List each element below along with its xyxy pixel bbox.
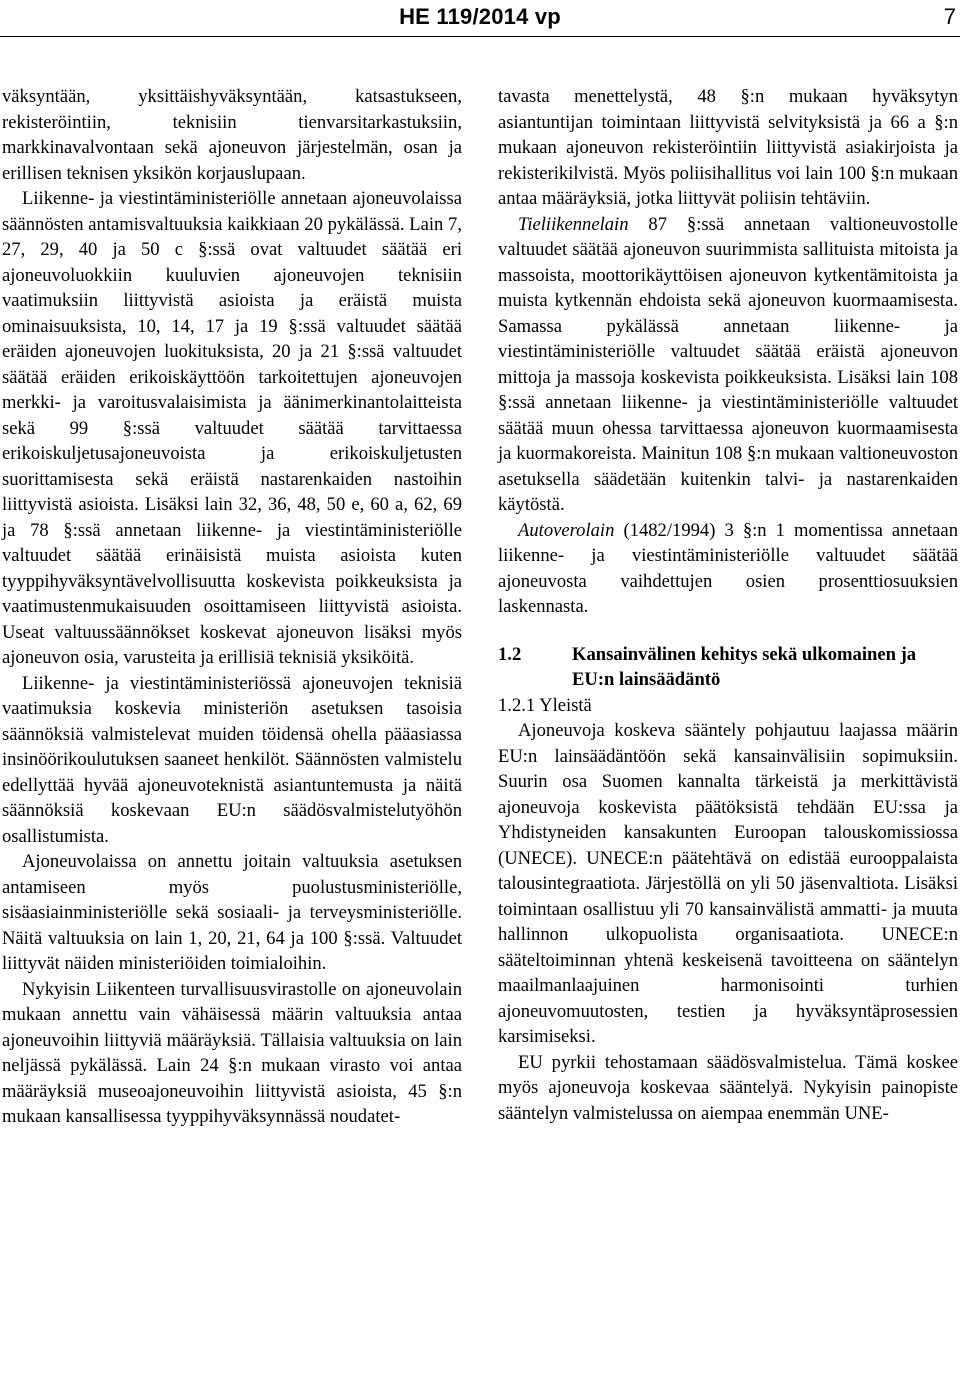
law-title: Autoverolain xyxy=(518,519,615,541)
right-column xyxy=(498,84,958,1126)
paragraph-continued: tavasta menettelystä, 48 §:n mukaan hyväksytyn asiantuntijan toimintaan liittyvistä selvityksistä ja 66 a §:n mukaan ajoneuvon rekisteröintiin liittyvistä asiakirjoista ja rekisterikilvistä. Myös poliisihallitus voi lain 100 §:n mukaan antaa määräyksiä, jotka liittyvät poliisin tehtäviin. xyxy=(498,86,958,209)
paragraph: Ajoneuvoja koskeva sääntely pohjautuu laajassa määrin EU:n lainsäädäntöön sekä kansainvälisiin sopimuksiin. Suurin osa Suomen kannalta tärkeistä ja merkittävistä ajoneuvoja koskevista päätöksistä tehdään EU:ssa ja Yhdistyneiden kansakunten Euroopan talouskomissiossa (UNECE). UNECE:n päätehtävä on edistää eurooppalaista talousintegraatiota. Järjestöllä on yli 50 jäsenvaltiota. Lisäksi toimintaan osallistuu yli 70 kansainvälistä ammatti- ja muuta hallinnon ulkopuolista organisaatiota. UNECE:n sääteltoiminnan yhtenä keskeisenä tavoitteena on sääntelyn maailmanlaajuinen harmonisointi turhien ajoneuvomuutosten, testien ja hyväksyntäprosessien karsimiseksi. xyxy=(498,720,958,1047)
paragraph xyxy=(498,212,958,518)
paragraph xyxy=(498,518,958,620)
page-number: 7 xyxy=(943,4,956,29)
paragraph: Ajoneuvolaissa on annettu joitain valtuuksia asetuksen antamiseen myös puolustusministeriölle, sisäasiainministeriölle sekä sosiaali- ja terveysministeriölle. Näitä valtuuksia on lain 1, 20, 21, 64 ja 100 §:ssä. Valtuudet liittyvät näiden ministeriöiden toimialoihin. xyxy=(2,851,462,974)
paragraph-text: (1482/1994) 3 §:n 1 momentissa annetaan liikenne- ja viestintäministeriölle valtuudet säätää ajoneuvosta vaihdettujen osien prosenttiosuuksien laskennasta. xyxy=(498,519,958,617)
page-header xyxy=(0,0,960,36)
paragraph: Liikenne- ja viestintäministeriölle annetaan ajoneuvolaissa säännösten antamisvaltuuksia kaikkiaan 20 pykälässä. Lain 7, 27, 29, 40 ja 50 c §:ssä ovat valtuudet säätää eri ajoneuvoluokkiin kuuluvien ajoneuvojen teknisiin vaatimuksiin liittyvistä asioista ja eräistä muista ominaisuuksista, 10, 14, 17 ja 19 §:ssä valtuudet säätää eräiden ajoneuvojen luokituksista, 20 ja 21 §:ssä valtuudet säätää eräiden erikoiskäyttöön tarkoitettujen ajoneuvojen merkki- ja varoitusvalaisimista ja äänimerkinantolaitteista sekä 99 §:ssä valtuudet säätää tarvittaessa erikoiskuljetusajoneuvoista ja erikoiskuljetusten suorittamisesta sekä eräistä nastarenkaiden nastoihin liittyvistä asioista. Lisäksi lain 32, 36, 48, 50 e, 60 a, 62, 69 ja 78 §:ssä annetaan liikenne- ja viestintäministeriölle valtuudet säätää erinäisistä muista asioista kuten tyyppihyväksyntävelvollisuutta koskevista poikkeuksista ja vaatimustenmukaisuuden osoittamiseen liittyvistä asioista. Useat valtuussäännökset koskevat ajoneuvon lisäksi myös ajoneuvon osia, varusteita ja erillisiä teknisiä yksiköitä. xyxy=(2,188,462,668)
law-title: Tieliikennelain xyxy=(518,213,629,235)
subsection-heading: 1.2.1 Yleistä xyxy=(498,694,592,716)
paragraph: Liikenne- ja viestintäministeriössä ajoneuvojen teknisiä vaatimuksia koskevia ministeriön asetuksen tasoisia säännöksiä valmistelevat muiden töidensä ohella pääasiassa insinöörikoulutuksen saaneet henkilöt. Säännösten valmistelu edellyttää hyvää ajoneuvoteknistä asiantuntemusta ja näitä säännöksiä koskevaan EU:n säädösvalmistelutyöhön osallistumista. xyxy=(2,672,462,847)
document-id: HE 119/2014 vp xyxy=(399,4,561,29)
paragraph-text: 87 §:ssä annetaan valtioneuvostolle valtuudet säätää ajoneuvon suurimmista sallituista mitoista ja massoista, moottorikäyttöisen ajoneuvon kytkentämitoista ja muista kytkennän ehdoista sekä ajoneuvon kuormaamisesta. Samassa pykälässä annetaan liikenne- ja viestintäministeriölle valtuudet säätää eräistä ajoneuvon mittoja ja massoja koskevista poikkeuksista. Lisäksi lain 108 §:ssä annetaan liikenne- ja viestintäministeriölle valtuudet säätää muun ohessa tarvittaessa ajoneuvon kuormaamisesta ja kuormakoreista. Mainitun 108 §:n mukaan valtioneuvoston asetuksella säädetään kuitenkin talvi- ja nastarenkaiden käytöstä. xyxy=(498,213,958,515)
left-column xyxy=(2,84,462,1130)
section-title: Kansainvälinen kehitys sekä ulkomainen ja EU:n lainsäädäntö xyxy=(572,643,917,690)
section-heading xyxy=(498,642,958,693)
paragraph-continued: väksyntään, yksittäishyväksyntään, katsastukseen, rekisteröintiin, teknisiin tienvarsitarkastuksiin, markkinavalvontaan sekä ajoneuvon järjestelmän, osan ja erillisen teknisen yksikön korjauslupaan. xyxy=(2,86,462,184)
paragraph: EU pyrkii tehostamaan säädösvalmistelua. Tämä koskee myös ajoneuvoja koskevaa sääntelyä. Nykyisin painopiste sääntelyn valmistelussa on aiempaa enemmän UNE- xyxy=(498,1051,958,1124)
section-number: 1.2 xyxy=(498,643,522,665)
paragraph: Nykyisin Liikenteen turvallisuusvirastolle on ajoneuvolain mukaan annettu vain vähäisessä määrin valtuuksia antaa ajoneuvoihin liittyviä määräyksiä. Tällaisia valtuuksia on lain neljässä pykälässä. Lain 24 §:n mukaan virasto voi antaa määräyksiä museoajoneuvoihin liittyvistä asioista, 45 §:n mukaan kansallisessa tyyppihyväksynnässä noudatet- xyxy=(2,978,462,1127)
header-rule xyxy=(0,36,960,37)
